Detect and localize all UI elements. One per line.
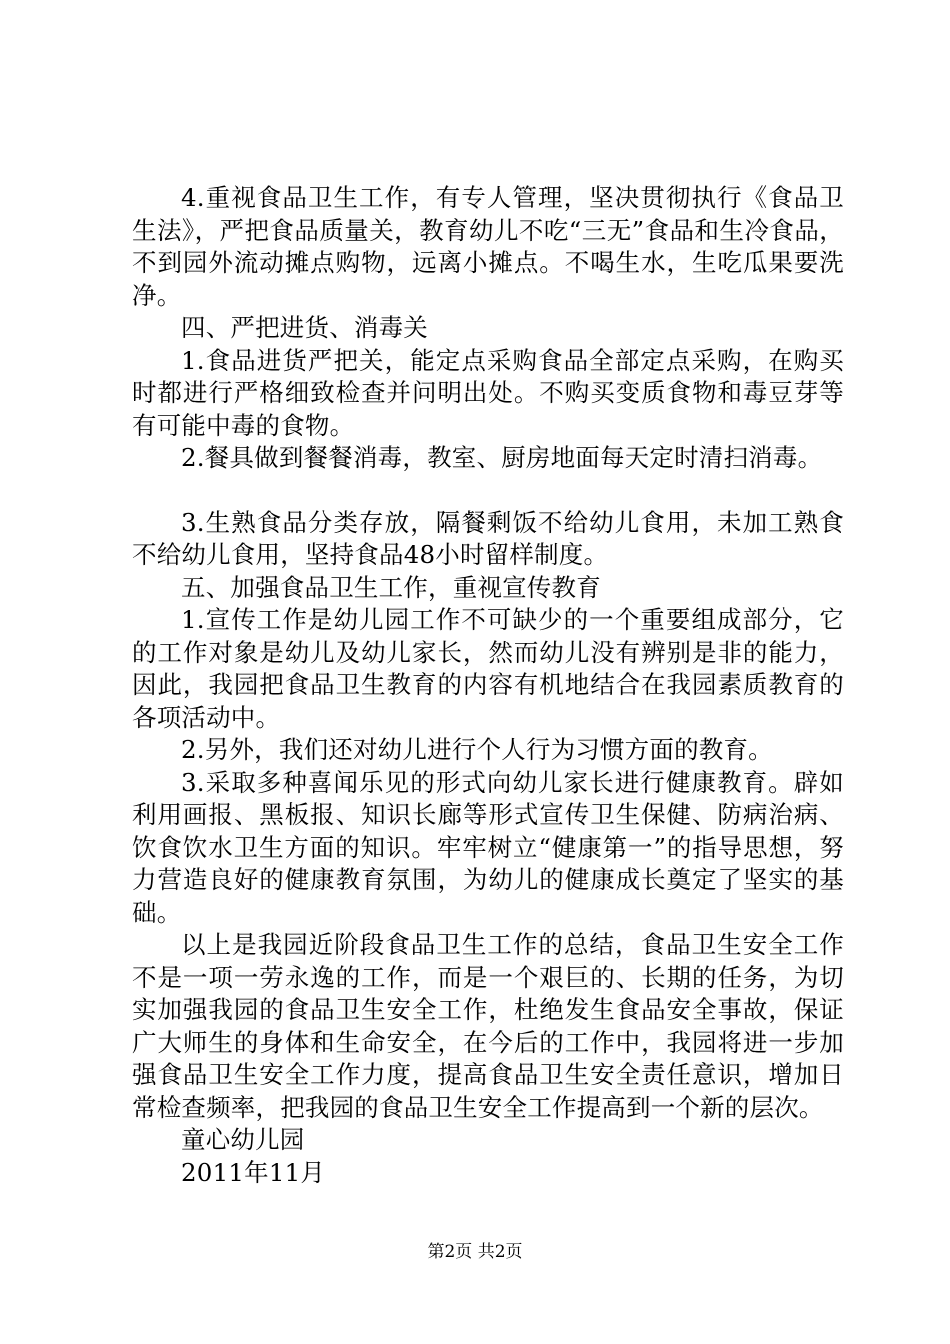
page-number-label: 第2页 共2页 bbox=[427, 1242, 523, 1262]
paragraph-habit-education: 2.另外，我们还对幼儿进行个人行为习惯方面的教育。 bbox=[181, 735, 773, 764]
paragraph-conclusion: 以上是我园近阶段食品卫生工作的总结，食品卫生安全工作不是一项一劳永逸的工作，而是一个艰巨的、长期的任务，为切实加强我园的食品卫生安全工作，杜绝发生食品安全事故，保证广大师生的身体和生命安全，在今后的工作中，我园将进一步加强食品卫生安全工作力度，提高食品卫生安全责任意识，增加日常检查频率，把我园的食品卫生安全工作提高到一个新的层次。 bbox=[132, 930, 844, 1122]
signature-organization: 童心幼儿园 bbox=[181, 1125, 305, 1154]
paragraph-purchase-control: 1.食品进货严把关，能定点采购食品全部定点采购，在购买时都进行严格细致检查并问明出处。不购买变质食物和毒豆芽等有可能中毒的食物。 bbox=[132, 345, 844, 440]
document-body bbox=[132, 182, 844, 1189]
section-heading-publicity-education: 五、加强食品卫生工作，重视宣传教育 bbox=[181, 572, 601, 602]
paragraph-food-hygiene-management: 4.重视食品卫生工作，有专人管理，坚决贯彻执行《食品卫生法》，严把食品质量关，教育幼儿不吃“三无”食品和生冷食品，不到园外流动摊点购物，远离小摊点。不喝生水，生吃瓜果要洗净。 bbox=[132, 183, 844, 310]
paragraph-tableware-disinfection: 2.餐具做到餐餐消毒，教室、厨房地面每天定时清扫消毒。 bbox=[181, 443, 823, 472]
paragraph-food-storage: 3.生熟食品分类存放，隔餐剩饭不给幼儿食用，未加工熟食不给幼儿食用，坚持食品48小时留样制度。 bbox=[132, 507, 844, 569]
paragraph-publicity-work: 1.宣传工作是幼儿园工作不可缺少的一个重要组成部分，它的工作对象是幼儿及幼儿家长，然而幼儿没有辨别是非的能力，因此，我园把食品卫生教育的内容有机地结合在我园素质教育的各项活动中。 bbox=[132, 605, 844, 732]
signature-date: 2011年11月 bbox=[181, 1157, 326, 1187]
section-heading-purchase-disinfection: 四、严把进货、消毒关 bbox=[181, 313, 428, 342]
page-footer bbox=[0, 1242, 950, 1262]
paragraph-health-education: 3.采取多种喜闻乐见的形式向幼儿家长进行健康教育。辟如利用画报、黑板报、知识长廊等形式宣传卫生保健、防病治病、饮食饮水卫生方面的知识。牢牢树立“健康第一”的指导思想，努力营造良好的健康教育氛围，为幼儿的健康成长奠定了坚实的基础。 bbox=[132, 767, 844, 927]
